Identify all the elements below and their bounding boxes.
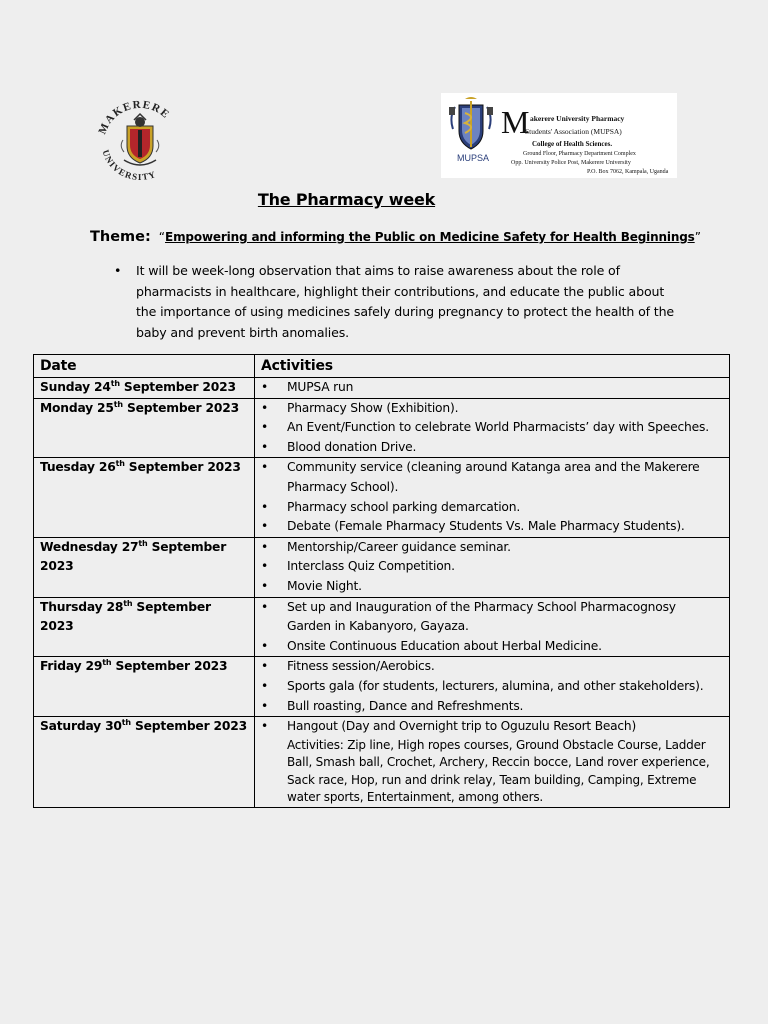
activity-item: • Pharmacy Show (Exhibition). bbox=[261, 400, 459, 415]
activity-item: • Debate (Female Pharmacy Students Vs. Male Pharmacy Students). bbox=[261, 519, 685, 534]
date-cell bbox=[34, 597, 255, 657]
theme-close-quote: ” bbox=[694, 230, 701, 244]
activity-item: • Bull roasting, Dance and Refreshments. bbox=[261, 698, 524, 713]
mupsa-line: College of Health Sciences. bbox=[532, 140, 613, 148]
date-cell bbox=[34, 398, 255, 458]
activity-note: Activities: Zip line, High ropes courses, Ground Obstacle Course, Ladder Ball, Smash ball, Crochet, Archery, Reccin bocce, Land rover experience, Sack race, Hop, run and drink relay, Team building, Camping, Extreme water sports, Entertainment, among others. bbox=[287, 737, 710, 805]
activity-item: • MUPSA run bbox=[261, 380, 354, 394]
day-suffix: th bbox=[110, 378, 120, 388]
month-text: September 2023 bbox=[40, 539, 227, 574]
table-header-row bbox=[34, 355, 730, 378]
makerere-crest-icon bbox=[94, 100, 186, 182]
day-text: Sunday 24 bbox=[40, 380, 111, 394]
activity-item: • Set up and Inauguration of the Pharmacy School Pharmacognosy Garden in Kabanyoro, Gayaza. bbox=[261, 599, 676, 634]
bullet: • bbox=[114, 263, 122, 278]
table-row bbox=[34, 537, 730, 597]
activities-cell bbox=[255, 657, 730, 717]
theme-line bbox=[90, 229, 701, 245]
day-suffix: th bbox=[123, 598, 133, 608]
header-activities: Activities bbox=[255, 355, 730, 378]
day-suffix: th bbox=[138, 538, 148, 548]
activities-cell bbox=[255, 717, 730, 808]
mupsa-line: Students' Association (MUPSA) bbox=[525, 127, 622, 136]
day-text: Saturday 30 bbox=[40, 719, 122, 734]
activity-item: • An Event/Function to celebrate World Pharmacists’ day with Speeches. bbox=[261, 420, 709, 435]
header-date: Date bbox=[34, 355, 255, 378]
theme-open-quote: “ bbox=[158, 230, 166, 244]
activity-item: • Mentorship/Career guidance seminar. bbox=[261, 539, 511, 554]
mupsa-big-letter: M bbox=[501, 104, 530, 140]
day-text: Monday 25 bbox=[40, 400, 114, 415]
mupsa-line: P.O. Box 7062, Kampala, Uganda bbox=[587, 169, 669, 175]
day-text: Tuesday 26 bbox=[40, 460, 116, 475]
table-row bbox=[34, 458, 730, 537]
activities-cell bbox=[255, 537, 730, 597]
day-text: Friday 29 bbox=[40, 659, 103, 674]
activities-cell bbox=[255, 458, 730, 537]
table-row bbox=[34, 597, 730, 657]
crest-top-text: MAKERERE bbox=[96, 100, 173, 137]
month-text: September 2023 bbox=[40, 599, 211, 634]
activity-item: • Interclass Quiz Competition. bbox=[261, 559, 455, 574]
mupsa-logo bbox=[441, 93, 677, 178]
table-row bbox=[34, 717, 730, 808]
schedule-table bbox=[33, 354, 730, 808]
intro-paragraph bbox=[114, 261, 676, 343]
mupsa-line: Opp. University Police Post, Makerere University bbox=[511, 160, 631, 166]
crest-bottom-text: UNIVERSITY bbox=[100, 148, 158, 182]
day-text: Wednesday 27 bbox=[40, 539, 139, 554]
day-suffix: th bbox=[102, 658, 112, 668]
date-cell bbox=[34, 717, 255, 808]
month-text: September 2023 bbox=[122, 400, 239, 415]
activities-cell bbox=[255, 378, 730, 399]
day-suffix: th bbox=[113, 399, 123, 409]
activity-item: • Hangout (Day and Overnight trip to Oguzulu Resort Beach) Activities: Zip line, High ropes courses, Ground Obstacle Course, Ladder Ball, Smash ball, Crochet, Archery, Reccin bocce, Land rover experience, Sack race, Hop, run and drink relay, Team building, Camping, Extreme water sports, Entertainment, among others. bbox=[261, 717, 723, 807]
mupsa-line: Ground Floor, Pharmacy Department Complex bbox=[523, 151, 636, 157]
page-title: The Pharmacy week bbox=[257, 190, 436, 209]
mupsa-emblem-label: MUPSA bbox=[456, 153, 489, 163]
activities-cell bbox=[255, 398, 730, 458]
activity-item: • Pharmacy school parking demarcation. bbox=[261, 499, 521, 514]
activity-item: • Onsite Continuous Education about Herbal Medicine. bbox=[261, 638, 602, 653]
activity-item: • Movie Night. bbox=[261, 578, 362, 593]
activity-item: • Fitness session/Aerobics. bbox=[261, 659, 435, 674]
activities-cell bbox=[255, 597, 730, 657]
date-cell bbox=[34, 458, 255, 537]
intro-text: It will be week-long observation that aims to raise awareness about the role of pharmacists in healthcare, highlight their contributions, and educate the public about the importance of using medicines safely during pregnancy to protect the health of the baby and prevent birth anomalies. bbox=[136, 263, 675, 340]
table-row bbox=[34, 657, 730, 717]
day-suffix: th bbox=[121, 718, 131, 727]
day-suffix: th bbox=[115, 459, 125, 469]
date-cell bbox=[34, 657, 255, 717]
activity-item: • Sports gala (for students, lecturers, alumina, and other stakeholders). bbox=[261, 678, 704, 693]
day-text: Thursday 28 bbox=[40, 599, 124, 614]
date-cell bbox=[34, 537, 255, 597]
theme-label: Theme: bbox=[90, 229, 151, 245]
table-row bbox=[34, 378, 730, 399]
activity-item: • Blood donation Drive. bbox=[261, 439, 417, 454]
month-text: September 2023 bbox=[111, 659, 228, 674]
month-text: September 2023 bbox=[130, 719, 247, 734]
mupsa-address-block bbox=[441, 93, 677, 178]
activity-item: • Community service (cleaning around Katanga area and the Makerere Pharmacy School). bbox=[261, 460, 700, 494]
month-text: September 2023 bbox=[119, 380, 236, 394]
date-cell bbox=[34, 378, 255, 399]
table-row bbox=[34, 398, 730, 458]
month-text: September 2023 bbox=[124, 460, 241, 475]
makerere-university-logo bbox=[94, 100, 186, 182]
mupsa-line: akerere University Pharmacy bbox=[530, 114, 625, 123]
theme-text: Empowering and informing the Public on Medicine Safety for Health Beginnings bbox=[165, 230, 695, 244]
